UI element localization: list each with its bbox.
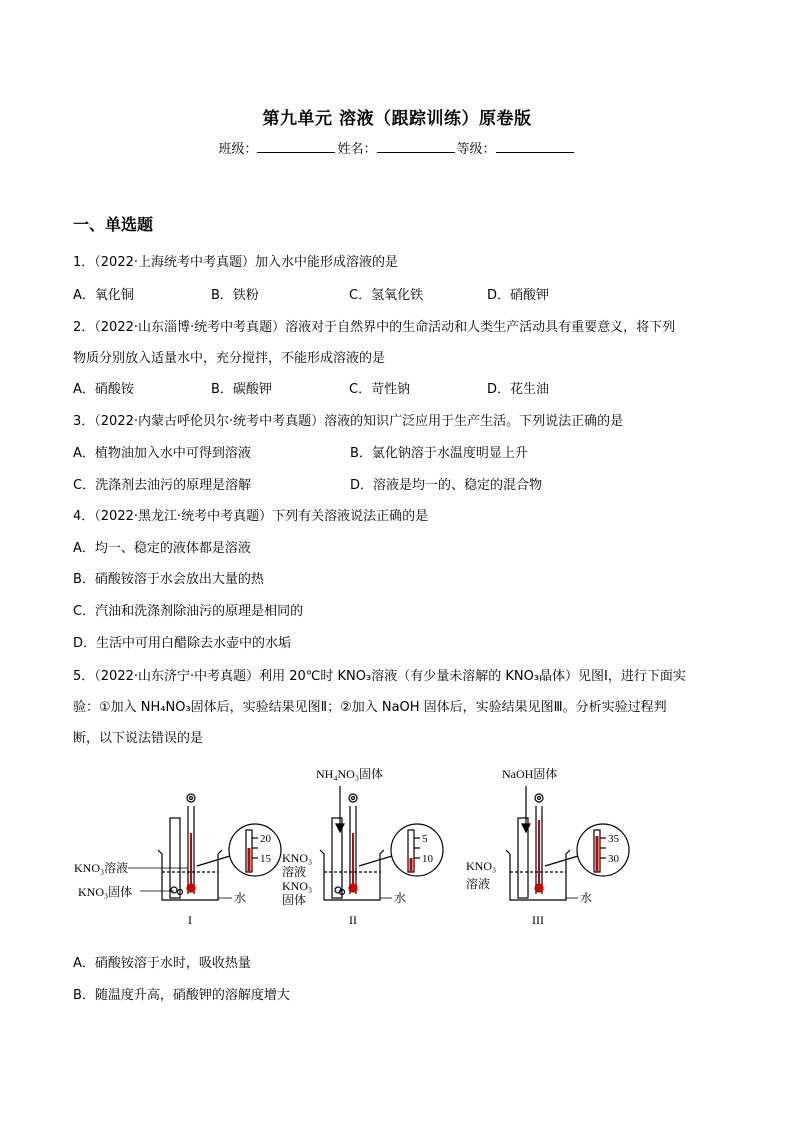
question-2-stem-cont: 物质分别放入适量水中，充分搅拌，不能形成溶液的是 [73, 351, 386, 366]
option: A．硝酸铵 [73, 382, 134, 397]
fig2-label: KNO₃ [282, 851, 313, 865]
option: A．均一、稳定的液体都是溶液 [73, 541, 251, 556]
fig3-label: 水 [580, 891, 593, 905]
class-blank[interactable] [257, 139, 335, 153]
fig3-scale: 30 [608, 853, 619, 865]
option: B．碳酸钾 [211, 382, 272, 397]
option: C．氢氧化铁 [349, 288, 424, 303]
option: C．洗涤剂去油污的原理是溶解 [73, 478, 252, 493]
fig2-label: 溶液 [282, 865, 307, 879]
fig1-label: KNO₃溶液 [74, 861, 129, 875]
question-1-options [73, 284, 733, 303]
section-heading: 一、单选题 [73, 215, 154, 234]
fig1-scale: 20 [260, 833, 271, 845]
option: D．花生油 [487, 382, 550, 397]
option: C．汽油和洗涤剂除油污的原理是相同的 [73, 604, 304, 619]
fig3-label: 溶液 [466, 877, 491, 891]
option: A．硝酸铵溶于水时，吸收热量 [73, 956, 251, 971]
option: B．硝酸铵溶于水会放出大量的热 [73, 572, 264, 587]
fig2-scale: 5 [422, 833, 428, 845]
experiment-figure [70, 758, 630, 933]
page-title: 第九单元 溶液（跟踪训练）原卷版 [262, 109, 532, 129]
question-2-options [73, 378, 733, 397]
option: B．随温度升高，硝酸钾的溶解度增大 [73, 988, 290, 1003]
fig2-label: 固体 [282, 893, 307, 907]
class-label: 班级： [218, 142, 258, 157]
option: B．铁粉 [211, 288, 259, 303]
fig2-label: 水 [394, 891, 407, 905]
question-4-stem: 4．（2022·黑龙江·统考中考真题）下列有关溶液说法正确的是 [73, 509, 429, 524]
option: D．硝酸钾 [487, 288, 550, 303]
question-2-stem: 2．（2022·山东淄博·统考中考真题）溶液对于自然界中的生命活动和人类生产活动具有重要意义，将下列 [73, 320, 676, 335]
fig2-caption: II [349, 913, 357, 927]
fig2-top-label: NH₄NO₃固体 [316, 767, 384, 781]
grade-label: 等级： [456, 142, 496, 157]
fig1-label: KNO₃固体 [78, 885, 133, 899]
fig2-scale: 10 [422, 853, 433, 865]
fig3-caption: III [532, 913, 544, 927]
question-5-stem: 5．（2022·山东济宁·中考真题）利用 20℃时 KNO₃溶液（有少量未溶解的 KNO₃晶体）见图Ⅰ，进行下面实 [73, 669, 686, 684]
fig2-label: KNO₃ [282, 879, 313, 893]
name-blank[interactable] [377, 139, 455, 153]
fig1-caption: I [188, 913, 192, 927]
question-5-stem-cont: 验：①加入 NH₄NO₃固体后，实验结果见图Ⅱ；②加入 NaOH 固体后，实验结果见图Ⅲ。分析实验过程判 [73, 700, 667, 715]
beaker-1 [128, 794, 281, 900]
fig1-label: 水 [234, 891, 247, 905]
fig3-label: KNO₃ [466, 859, 497, 873]
question-1-stem: 1．（2022·上海统考中考真题）加入水中能形成溶液的是 [73, 255, 398, 270]
fig1-scale: 15 [260, 853, 271, 865]
option: D．溶液是均一的、稳定的混合物 [350, 478, 543, 493]
option: C．苛性钠 [349, 382, 411, 397]
option: D．生活中可用白醋除去水壶中的水垢 [73, 636, 292, 651]
fig3-scale: 35 [608, 833, 619, 845]
question-3-options-row2 [73, 474, 733, 493]
question-3-options-row1 [73, 442, 733, 461]
grade-blank[interactable] [496, 139, 574, 153]
option: A．氧化铜 [73, 288, 134, 303]
name-label: 姓名： [337, 142, 377, 157]
question-5-stem-cont2: 断，以下说法错误的是 [73, 731, 204, 746]
student-info-line [0, 138, 794, 157]
option: A．植物油加入水中可得到溶液 [73, 446, 251, 461]
question-3-stem: 3．（2022·内蒙古呼伦贝尔·统考中考真题）溶液的知识广泛应用于生产生活。下列说法正确的是 [73, 414, 624, 429]
option: B．氯化钠溶于水温度明显上升 [350, 446, 528, 461]
fig3-top-label: NaOH固体 [502, 767, 558, 781]
